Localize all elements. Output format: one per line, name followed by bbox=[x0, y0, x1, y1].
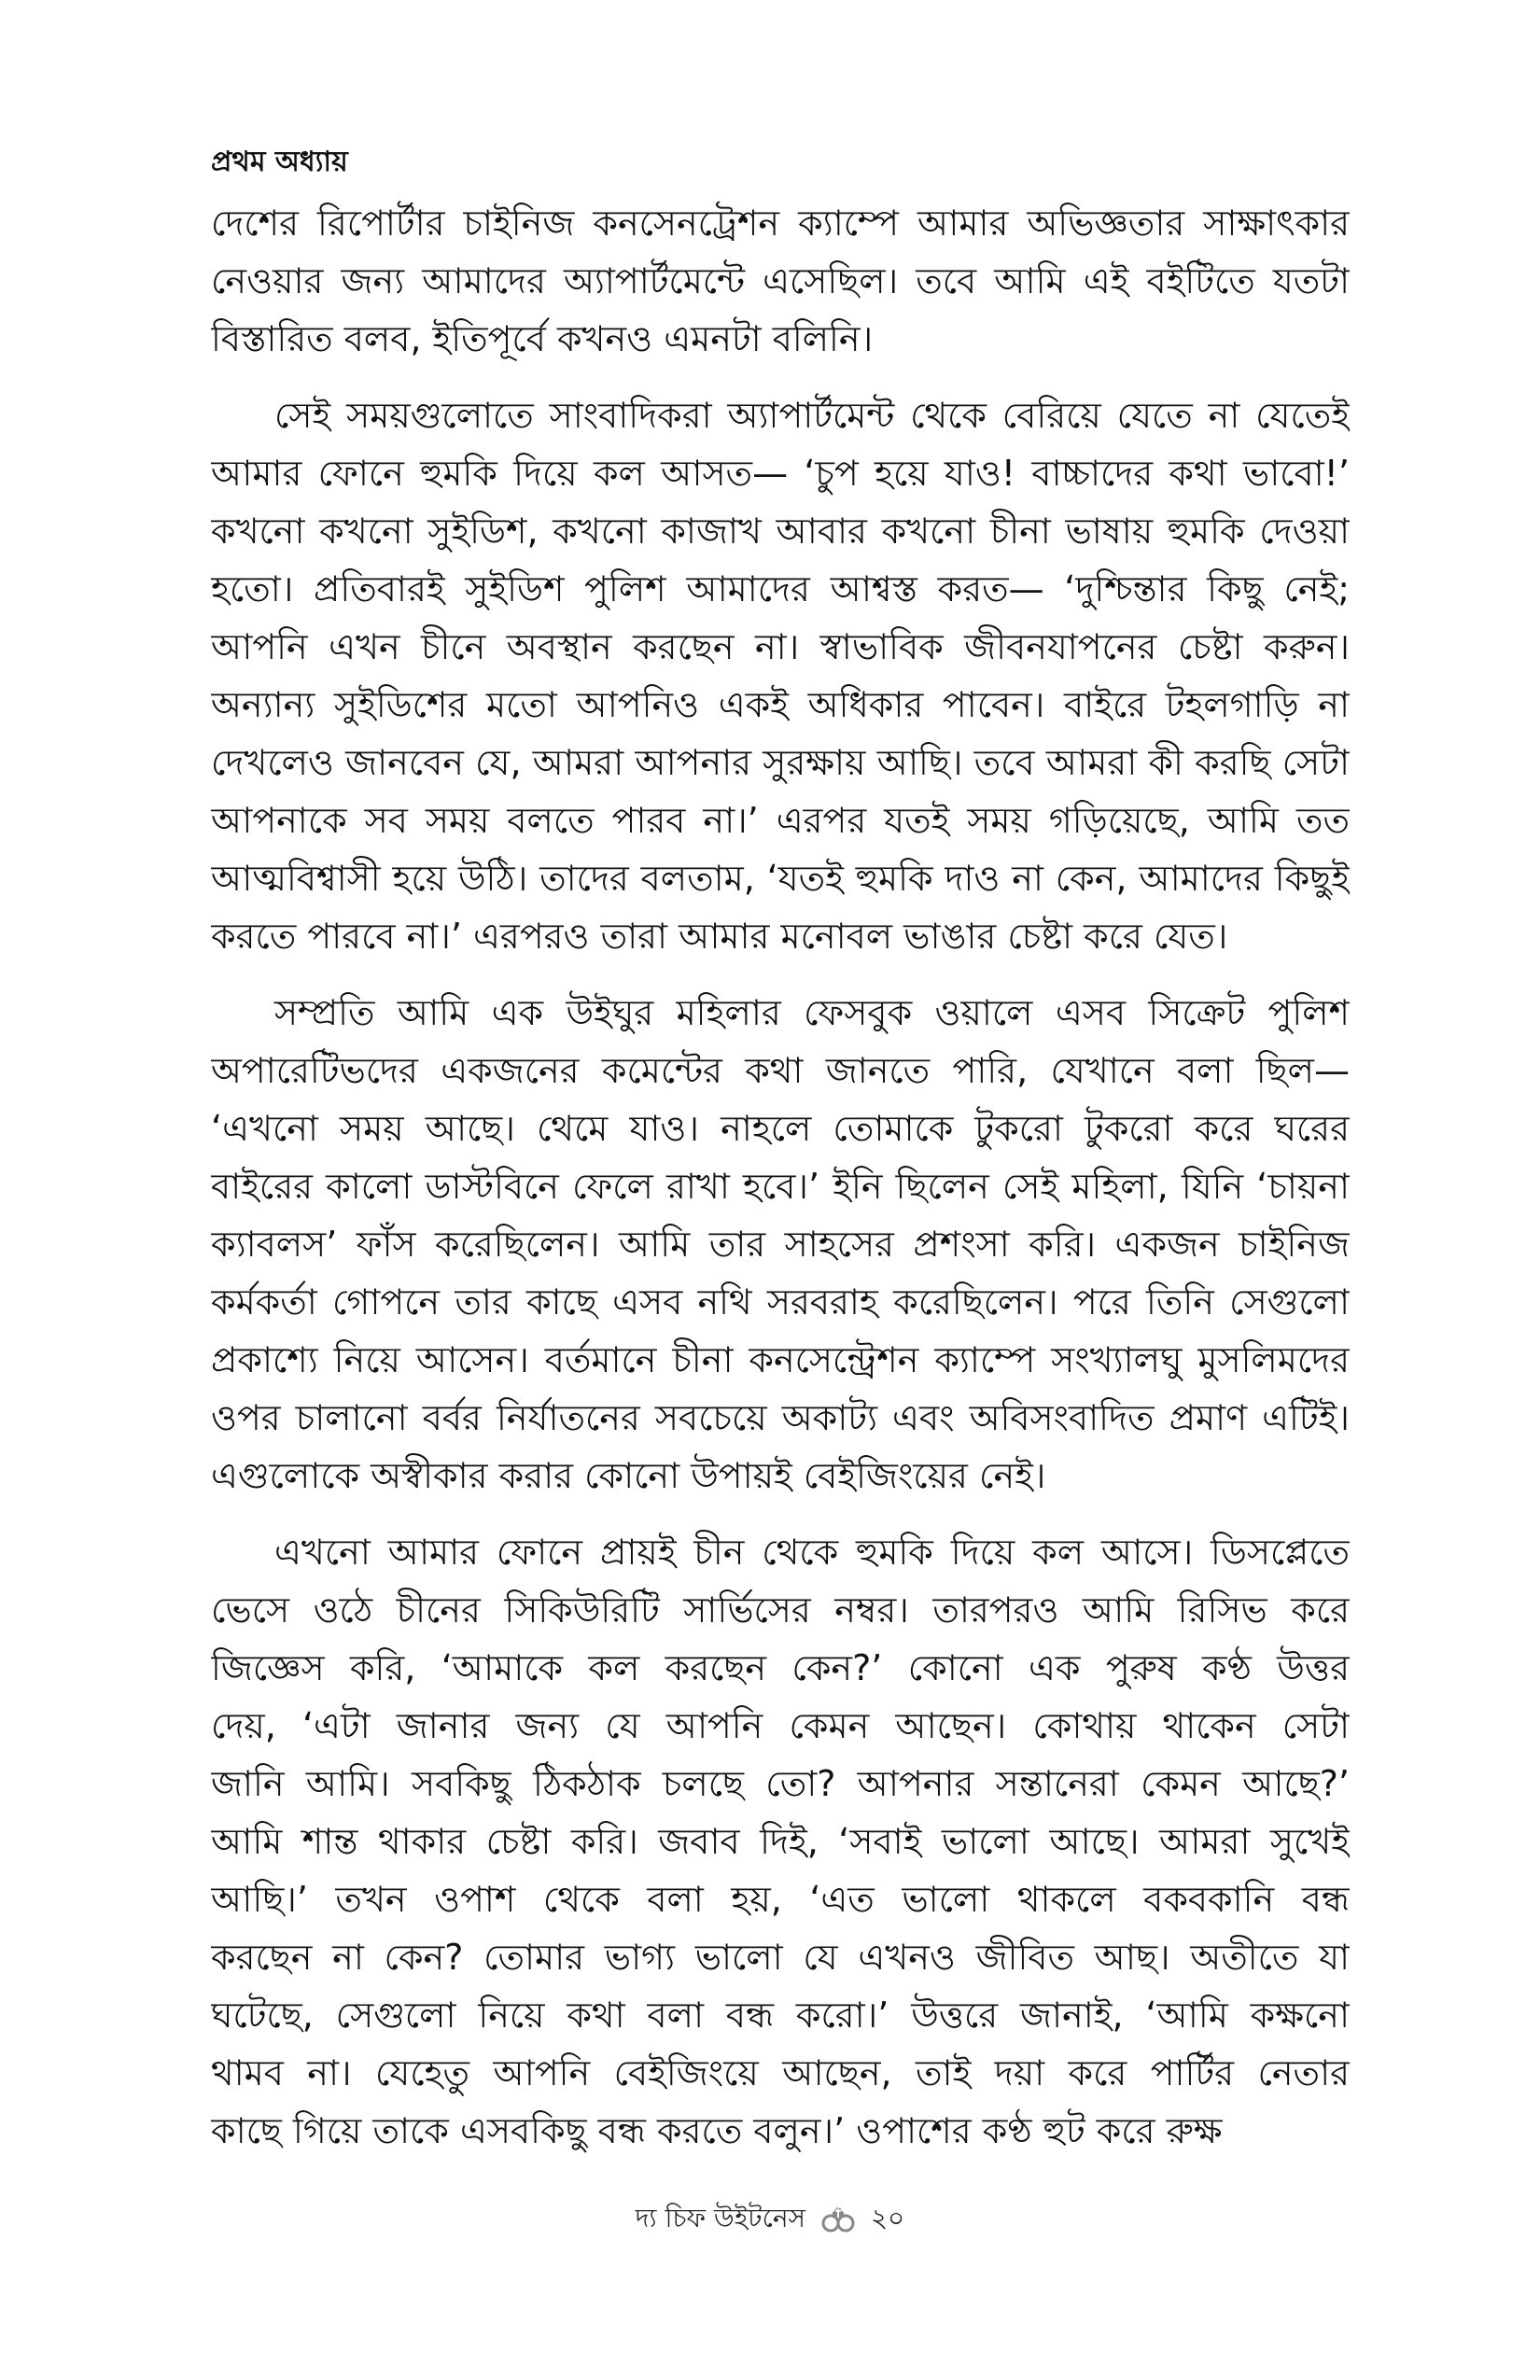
page-number: ২০ bbox=[870, 2203, 905, 2233]
text-line: দেশের রিপোর্টার চাইনিজ কনসেনট্রেশন ক্যাম্পে আমার অভিজ্ঞতার সাক্ষাৎকার bbox=[211, 203, 1350, 244]
book-title: দ্য চিফ উইটনেস bbox=[635, 2203, 806, 2233]
text-line: কখনো কখনো সুইডিশ, কখনো কাজাখ আবার কখনো চীনা ভাষায় হুমকি দেওয়া bbox=[211, 511, 1350, 552]
text-line: সম্প্রতি আমি এক উইঘুর মহিলার ফেসবুক ওয়ালে এসব সিক্রেট পুলিশ bbox=[274, 992, 1350, 1033]
text-line: ওপর চালানো বর্বর নির্যাতনের সবচেয়ে অকাট্য এবং অবিসংবাদিত প্রমাণ এটিই। bbox=[211, 1397, 1350, 1438]
page-footer bbox=[0, 2199, 1540, 2237]
text-line: আছি।’ তখন ওপাশ থেকে বলা হয়, ‘এত ভালো থাকলে বকবকানি বন্ধ bbox=[211, 1879, 1350, 1920]
paragraph bbox=[211, 386, 1350, 965]
text-line: করতে পারবে না।’ এরপরও তারা আমার মনোবল ভাঙার চেষ্টা করে যেত। bbox=[211, 916, 1228, 957]
text-line: আপনাকে সব সময় বলতে পারব না।’ এরপর যতই সময় গড়িয়েছে, আমি তত bbox=[211, 800, 1350, 841]
text-line: হতো। প্রতিবারই সুইডিশ পুলিশ আমাদের আশ্বস্ত করত— ‘দুশ্চিন্তার কিছু নেই; bbox=[211, 568, 1350, 609]
text-line: আপনি এখন চীনে অবস্থান করছেন না। স্বাভাবিক জীবনযাপনের চেষ্টা করুন। bbox=[211, 626, 1350, 667]
paragraph bbox=[211, 194, 1350, 368]
text-line: বিস্তারিত বলব, ইতিপূর্বে কখনও এমনটা বলিনি। bbox=[211, 318, 874, 359]
chapter-header: প্রথম অধ্যায় bbox=[211, 146, 348, 178]
text-line: অন্যান্য সুইডিশের মতো আপনিও একই অধিকার পাবেন। বাইরে টহলগাড়ি না bbox=[211, 684, 1350, 725]
body-text bbox=[211, 194, 1350, 2160]
text-line: কাছে গিয়ে তাকে এসবকিছু বন্ধ করতে বলুন।’ ওপাশের কণ্ঠ হুট করে রুক্ষ bbox=[211, 2110, 1223, 2151]
text-line: আত্মবিশ্বাসী হয়ে উঠি। তাদের বলতাম, ‘যতই হুমকি দাও না কেন, আমাদের কিছুই bbox=[211, 858, 1350, 899]
text-line: এগুলোকে অস্বীকার করার কোনো উপায়ই বেইজিংয়ের নেই। bbox=[211, 1455, 1046, 1496]
text-line: অপারেটিভদের একজনের কমেন্টের কথা জানতে পারি, যেখানে বলা ছিল— bbox=[211, 1050, 1350, 1091]
text-line: প্রকাশ্যে নিয়ে আসেন। বর্তমানে চীনা কনসেন্ট্রেশন ক্যাম্পে সংখ্যালঘু মুসলিমদের bbox=[211, 1339, 1350, 1380]
text-line: সেই সময়গুলোতে সাংবাদিকরা অ্যাপার্টমেন্ট থেকে বেরিয়ে যেতে না যেতেই bbox=[274, 395, 1350, 436]
text-line: নেওয়ার জন্য আমাদের অ্যাপার্টমেন্টে এসেছিল। তবে আমি এই বইটিতে যতটা bbox=[211, 260, 1350, 301]
paragraph bbox=[211, 1523, 1350, 2160]
text-line: দেখলেও জানবেন যে, আমরা আপনার সুরক্ষায় আছি। তবে আমরা কী করছি সেটা bbox=[211, 742, 1350, 783]
text-line: আমার ফোনে হুমকি দিয়ে কল আসত— ‘চুপ হয়ে যাও! বাচ্চাদের কথা ভাবো!’ bbox=[211, 453, 1350, 494]
text-line: থামব না। যেহেতু আপনি বেইজিংয়ে আছেন, তাই দয়া করে পার্টির নেতার bbox=[211, 2052, 1350, 2093]
text-line: করছেন না কেন? তোমার ভাগ্য ভালো যে এখনও জীবিত আছ। অতীতে যা bbox=[211, 1937, 1350, 1978]
text-line: জানি আমি। সবকিছু ঠিকঠাক চলছে তো? আপনার সন্তানেরা কেমন আছে?’ bbox=[211, 1763, 1350, 1804]
text-line: দেয়, ‘এটা জানার জন্য যে আপনি কেমন আছেন। কোথায় থাকেন সেটা bbox=[211, 1705, 1350, 1746]
text-line: এখনো আমার ফোনে প্রায়ই চীন থেকে হুমকি দিয়ে কল আসে। ডিসপ্লেতে bbox=[274, 1532, 1350, 1573]
text-line: কর্মকর্তা গোপনে তার কাছে এসব নথি সরবরাহ করেছিলেন। পরে তিনি সেগুলো bbox=[211, 1281, 1350, 1323]
handcuffs-icon bbox=[821, 2205, 855, 2233]
text-line: ‘এখনো সময় আছে। থেমে যাও। নাহলে তোমাকে টুকরো টুকরো করে ঘরের bbox=[211, 1108, 1350, 1149]
text-line: ক্যাবলস’ ফাঁস করেছিলেন। আমি তার সাহসের প্রশংসা করি। একজন চাইনিজ bbox=[211, 1224, 1350, 1265]
text-line: জিজ্ঞেস করি, ‘আমাকে কল করছেন কেন?’ কোনো এক পুরুষ কণ্ঠ উত্তর bbox=[211, 1647, 1350, 1688]
text-line: ভেসে ওঠে চীনের সিকিউরিটি সার্ভিসের নম্বর। তারপরও আমি রিসিভ করে bbox=[211, 1589, 1350, 1631]
text-line: ঘটেছে, সেগুলো নিয়ে কথা বলা বন্ধ করো।’ উত্তরে জানাই, ‘আমি কক্ষনো bbox=[211, 1995, 1350, 2036]
text-line: বাইরের কালো ডাস্টবিনে ফেলে রাখা হবে।’ ইনি ছিলেন সেই মহিলা, যিনি ‘চায়না bbox=[211, 1166, 1350, 1207]
text-line: আমি শান্ত থাকার চেষ্টা করি। জবাব দিই, ‘সবাই ভালো আছে। আমরা সুখেই bbox=[211, 1821, 1350, 1862]
paragraph bbox=[211, 984, 1350, 1505]
